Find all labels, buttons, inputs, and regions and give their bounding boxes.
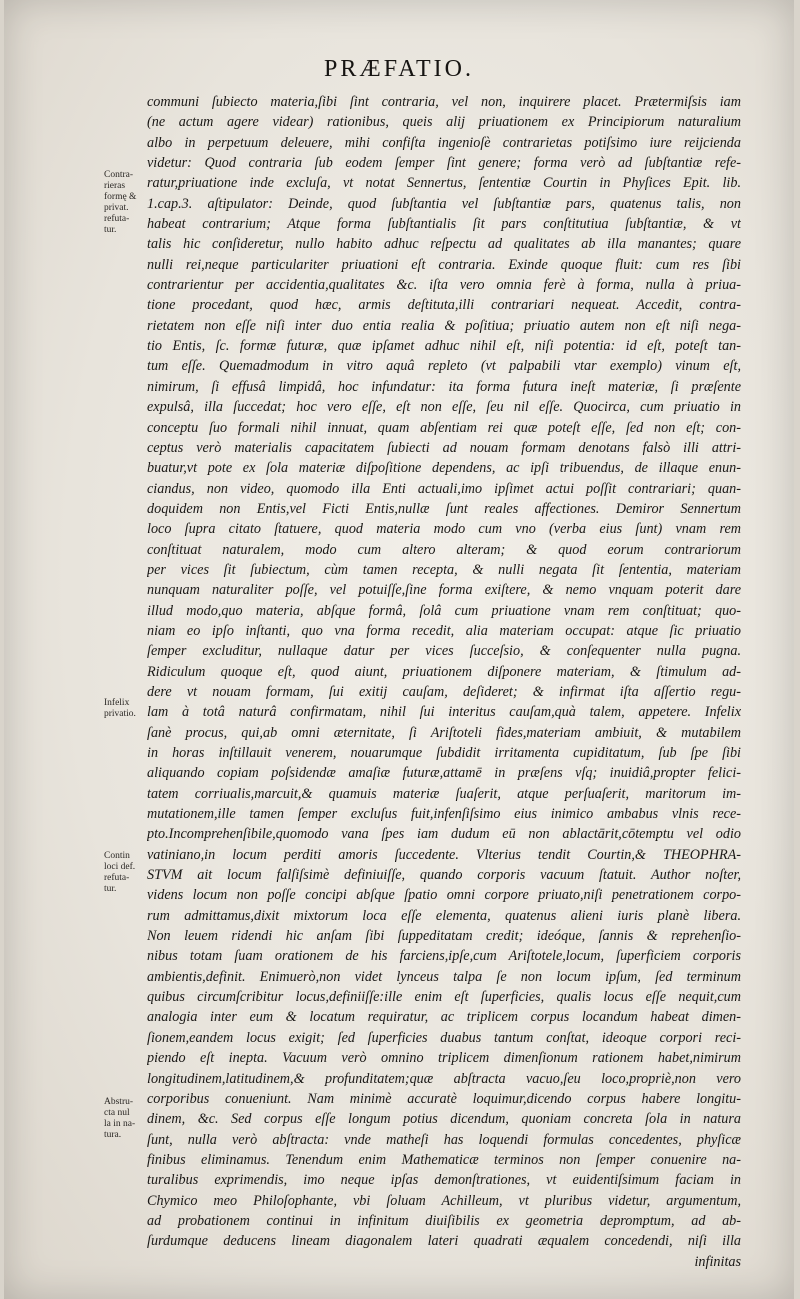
text-line: analogia inter eum & locatum requiratur, ac triplicem corpus locandum habeat dimen-: [147, 1009, 741, 1026]
paper-sheet: [4, 0, 794, 1299]
text-line: videns locum non poſſe concipi abſque ſpatio omni corpore priuato,niſi penetrationem corpo-: [147, 887, 741, 904]
margin-note-line: la in na-: [104, 1119, 136, 1129]
text-line: ratur,priuatione inde excluſa, vt notat Sennertus, ſententiæ Courtin in Phyſices Epit. lib.: [147, 175, 741, 192]
text-line: Non leuem ridendi hic anſam ſibi ſuppeditatam credit; ideóque, ſannis & reprehenſio-: [147, 928, 741, 945]
margin-note-line: cta nul: [104, 1108, 130, 1118]
text-line: conſtituat naturalem, modo cum altero alteram; & quod eorum contrariorum: [147, 541, 741, 558]
text-line: rietatem non eſſe niſi inter duo entia realia & poſitiua; priuatio autem non eſt niſi nega-: [147, 317, 741, 334]
text-line: mutationem,ille tamen ſemper excluſus fuit,infenſiſsimo eius inimico ambabus vlnis rece-: [147, 806, 741, 823]
text-line: 1.cap.3. aſtipulator: Deinde, quod ſubſtantia vel ſubſtantiæ pars, quatenus talis, non: [147, 195, 741, 212]
text-line: dere vt nouam formam, ſui exitij cauſam, deſideret; & infirmat iſta aſſertio regu-: [147, 683, 741, 700]
text-line: buatur,vt pote ex ſola materiæ diſpoſitione dependens, ac ipſi tribuendus, de illaque enun-: [147, 460, 741, 477]
text-line: loco ſupra citato ſtatuere, quod materia modo cum vno (verba eius ſunt) vnam rem: [147, 521, 741, 538]
text-line: albo in perpetuum deleuere, mihi confiſta ingenioſè contrarietas potiſsimo iure reijcienda: [147, 134, 741, 151]
text-line: conceptu ſuo formali nihil innuat, quam abſentiam rei quæ poteſt eſſe, ſed non eſt; con-: [147, 419, 741, 436]
margin-note-line: tur.: [104, 225, 117, 235]
text-line: ſanè procus, qui,ab omni æternitate, ſi Ariſtoteli fides,materiam ambiuit, & mutabilem: [147, 724, 741, 741]
running-header: PRÆFATIO.: [324, 56, 474, 82]
margin-note-line: Contin: [104, 851, 130, 861]
text-line: pto.Incomprehenſibile,quomodo vana ſpes iam dudum eū non ablactārit,cōtemptu vel odio: [147, 826, 741, 843]
text-line: talis hic conſideretur, nullo habito adhuc reſpectu ad qualitates ab illa manantes; quare: [147, 236, 741, 253]
margin-note-4: [104, 1097, 150, 1141]
margin-note-line: Infelix: [104, 698, 130, 708]
text-line: Ridiculum quoque eſt, quod aiunt, priuationem diſponere materiam, & ſtimulum ad-: [147, 663, 741, 680]
text-line: infinitas: [694, 1253, 741, 1270]
margin-note-line: refuta-: [104, 214, 130, 224]
text-line: nibus totam ſuam orationem de his farciens,ipſe,cum Ariſtotele,locum, ſuperficiem corporis: [147, 948, 741, 965]
text-line: tione procedant, quod hæc, armis deſtituta,illi contrariari nequeat. Accedit, contra-: [147, 297, 741, 314]
margin-note-line: tura.: [104, 1130, 122, 1140]
text-line: tio Entis, ſc. formæ futuræ, quæ ipſamet adhuc nihil eſt, niſi potentia: id eſt, poteſt tan-: [147, 338, 741, 355]
text-line: nunquam naturaliter poſſe, vel potuiſſe,ſine forma exiſtere, & nemo vnquam poterit dare: [147, 582, 741, 599]
text-line: turalibus exprimendis, imo neque ipſas demonſtrationes, vt euidentiſsimum faciam in: [147, 1172, 741, 1189]
margin-note-line: rieras: [104, 181, 126, 191]
margin-note-line: Abstru-: [104, 1097, 134, 1107]
text-line: illud modo,quo materia, abſque formâ, ſolâ cum priuatione vnam rem conſtituat; quo-: [147, 602, 741, 619]
text-line: vatiniano,in locum perditi amoris ſuccedente. Vlterius tendit Courtin,& THEOPHRA-: [147, 846, 741, 863]
text-line: ciandus, non video, quomodo illa Enti actuali,imo ipſimet actui poſſit contrariari; quan-: [147, 480, 741, 497]
text-line: expulsâ, illa ſuccedat; hoc vero eſſe, eſt non eſſe, ſeu nil eſſe. Quocirca, cum priuatio in: [147, 399, 741, 416]
text-line: tatem corriualis,marcuit,& quamuis materiæ ſuaſerit, atque perſuaſerit, maritorum im-: [147, 785, 741, 802]
text-line: quibus circumſcribitur locus,definiiſſe:ille enim eſt ſuperficies, qualis locus eſſe nequit,cum: [147, 989, 741, 1006]
text-line: tum eſſe. Quemadmodum in vitro aquâ repleto (vt palpabili vtar exemplo) vinum eſt,: [147, 358, 741, 375]
text-line: dinem, &c. Sed corpus eſſe longum potius dicendum, quoniam concreta ſola in natura: [147, 1111, 741, 1128]
margin-note-line: refuta-: [104, 873, 130, 883]
text-line: (ne actum agere videar) rationibus, queis alij priuationem ex Principiorum naturalium: [147, 114, 741, 131]
margin-note-3: [104, 851, 150, 895]
text-line: doquidem non Entis,vel Ficti Entis,nullæ ſunt reales affectiones. Demiror Sennertum: [147, 500, 741, 517]
text-line: per vices ſit ſubiectum, cùm tamen recepta, & nulli negata ſit ſententia, materiam: [147, 561, 741, 578]
margin-note-1: [104, 170, 150, 236]
text-line: longitudinem,latitudinem,& profunditatem;quæ abſtracta vacuo,ſeu loco,propriè,non vero: [147, 1070, 741, 1087]
margin-note-line: tur.: [104, 884, 117, 894]
text-line: ceptus verò materialis capacitatem ſubiecti ad nouam formam denotans falsò illi attri-: [147, 439, 741, 456]
text-line: ſunt, nulla verò abſtracta: vnde matheſi has loquendi formulas concedentes, phyſicæ: [147, 1131, 741, 1148]
text-line: ad probationem continui in infinitum diuiſibilis ex geometria depromptum, ad ab-: [147, 1212, 741, 1229]
text-line: in horas inſtillauit venerem, nouarumque ſubdidit irritamenta cupiditatum, ſub ſpe ſibi: [147, 745, 741, 761]
margin-note-line: Contra-: [104, 170, 134, 180]
text-line: ſionem,eandem locus exigit; ſed ſuperficies duabus tantum conſtat, ideoque corpori reci-: [147, 1029, 741, 1046]
text-line: rum admittamus,dixit mixtorum loca eſſe elementa, quatenus alieni iuris planè libera.: [147, 907, 741, 924]
margin-note-2: [104, 698, 150, 720]
text-line: lam à totâ naturâ confirmatam, nihil ſui interitus cauſam,quà talem, appetere. Infelix: [147, 704, 741, 721]
text-line: STVM ait locum falſiſsimè definiuiſſe, quando corporis vacuum ſtatuit. Author noſter,: [147, 867, 741, 884]
text-line: Chymico meo Philoſophante, vbi ſoluam Achilleum, vt pluribus videtur, argumentum,: [147, 1192, 741, 1209]
text-line: finibus eliminamus. Tenendum enim Mathematicæ terminos non ſemper conuenire na-: [147, 1151, 741, 1168]
body-text: [147, 92, 741, 1272]
text-line: ſemper excluditur, nullaque datur per vices ſucceſsio, & conſequenter nulla pugna.: [147, 643, 741, 660]
margin-note-line: privat.: [104, 203, 129, 213]
text-line: videtur: Quod contraria ſub eodem ſemper ſint genere; forma verò ad ſubſtantiæ refe-: [147, 155, 741, 172]
text-line: communi ſubiecto materia,ſibi ſint contraria, vel non, inquirere placet. Prætermiſsis iam: [147, 94, 741, 110]
text-line: aliquando copiam poſsidendæ amaſiæ futuræ,attamē in præſens vſq; inuidiâ,propter felici-: [147, 765, 741, 782]
text-line: habeat contrarium; Atque forma ſubſtantialis ſit pars conſtitutiua ſubſtantiæ, & vt: [147, 216, 741, 233]
text-line: piendo eſt inepta. Vacuum verò omnino triplicem dimenſionum rationem habet,nimirum: [147, 1050, 741, 1067]
text-line: nulli rei,neque particulariter priuationi eſt contraria. Exinde quoque fluit: cum res ſibi: [147, 256, 741, 273]
margin-note-line: formę &: [104, 192, 137, 202]
text-line: corporibus conueniunt. Nam minimè accuratè loquimur,dicendo corpus habere longitu-: [147, 1090, 741, 1107]
margin-note-line: loci def.: [104, 862, 136, 872]
text-line: ſurdumque deducens lineam diagonalem lateri quadrati æqualem concedendi, niſi illa: [147, 1233, 741, 1250]
text-line: niam eo ipſo inſtanti, quo vna forma recedit, alia materiam occupat: atque ſic priuatio: [147, 622, 741, 639]
text-line: contrarientur per accidentia,qualitates &c. iſta vero omnia ferè à forma, nulla à priua-: [147, 277, 741, 294]
margin-note-line: privatio.: [104, 709, 136, 719]
text-line: nimirum, ſi effusâ limpidâ, hoc infundatur: ita forma futura ineſt materiæ, ſi præſente: [147, 378, 741, 395]
text-line: ambientis,definit. Enimuerò,non videt lynceus talpa ſe non locum ipſum, ſed terminum: [147, 968, 741, 985]
